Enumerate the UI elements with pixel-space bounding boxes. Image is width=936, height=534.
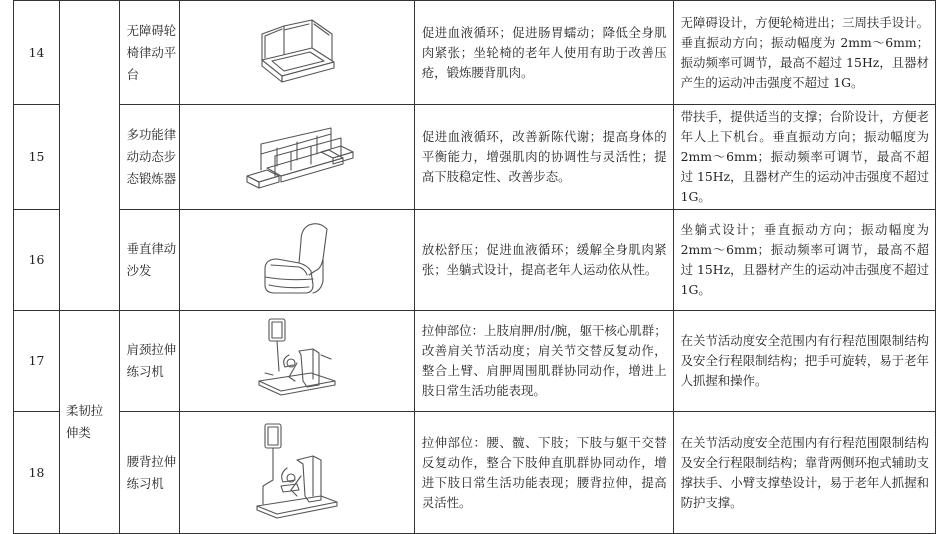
shoulder-stretch-machine-illustration-icon: [251, 315, 343, 407]
row-number: 18: [14, 412, 60, 534]
table-row: [14, 210, 936, 311]
category-cell: [60, 311, 120, 534]
image-cell: [179, 1, 414, 105]
equipment-table: [13, 0, 936, 534]
equipment-name-cell: [119, 210, 179, 311]
function-text: 拉伸部位：上肢肩胛/肘/腕，躯干核心肌群；改善肩关节活动度；肩关节交替反复动作，整合上臂、肩胛周围肌群协同动作，增进上肢日常生活功能表现。: [414, 311, 673, 412]
row-number: 16: [14, 210, 60, 311]
category-label: 柔韧拉伸类: [66, 403, 104, 440]
function-text: 促进血液循环，改善新陈代谢；提高身体的平衡能力，增强肌肉的协调性与灵活性；提高下肢稳定性、改善步态。: [414, 105, 673, 210]
table-row: [14, 105, 936, 210]
equipment-name: 肩颈拉伸练习机: [126, 342, 177, 379]
step-trainer-illustration-icon: [237, 118, 357, 196]
function-text: 促进血液循环；促进肠胃蠕动；降低全身肌肉紧张；坐轮椅的老年人使用有助于改善压疮，锻炼腰背肌肉。: [414, 1, 673, 105]
row-number: 17: [14, 311, 60, 412]
features-text: 坐躺式设计；垂直振动方向；振动幅度为 2mm～6mm；振动频率可调节，最高不超过 15Hz，且器材产生的运动冲击强度不超过 1G。: [673, 210, 935, 311]
image-cell: [179, 311, 414, 412]
equipment-name-cell: [119, 1, 179, 105]
features-text: 无障碍设计，方便轮椅进出；三周扶手设计。垂直振动方向；振动幅度为 2mm～6mm；振动频率可调节，最高不超过 15Hz，且器材产生的运动冲击强度不超过 1G。: [673, 1, 935, 105]
equipment-name: 腰背拉伸练习机: [126, 453, 177, 491]
equipment-name-cell: [119, 105, 179, 210]
table-row: [14, 311, 936, 412]
vibration-sofa-illustration-icon: [257, 219, 337, 301]
equipment-name: 垂直律动沙发: [126, 241, 177, 278]
image-cell: [179, 412, 414, 534]
image-cell: [179, 210, 414, 311]
equipment-name: 多功能律动动态步态锻炼器: [126, 127, 177, 186]
features-text: 在关节活动度安全范围内有行程范围限制结构及安全行程限制结构；靠背两侧环抱式辅助支撑扶手、小臂支撑垫设计，易于老年人抓握和防护支撑。: [673, 412, 935, 534]
equipment-name-cell: [119, 311, 179, 412]
features-text: 在关节活动度安全范围内有行程范围限制结构及安全行程限制结构；把手可旋转，易于老年人抓握和操作。: [673, 311, 935, 412]
equipment-name-cell: [119, 412, 179, 534]
row-number: 15: [14, 105, 60, 210]
function-text: 放松舒压；促进血液循环；缓解全身肌肉紧张；坐躺式设计，提高老年人运动依从性。: [414, 210, 673, 311]
function-text: 拉伸部位：腰、髋、下肢；下肢与躯干交替反复动作，整合下肢伸直肌群协同动作，增进下肢日常生活功能表现；腰背拉伸，提高灵活性。: [414, 412, 673, 534]
wheelchair-platform-illustration-icon: [254, 14, 340, 92]
table-row: [14, 412, 936, 534]
image-cell: [179, 105, 414, 210]
equipment-name: 无障碍轮椅律动平台: [126, 22, 177, 82]
back-stretch-machine-illustration-icon: [251, 420, 343, 526]
table-row: [14, 1, 936, 105]
row-number: 14: [14, 1, 60, 105]
category-cell-empty: [60, 1, 120, 311]
features-text: 带扶手，提供适当的支撑；台阶设计，方便老年人上下机台。垂直振动方向；振动幅度为 2mm～6mm；振动频率可调节，最高不超过 15Hz，且器材产生的运动冲击强度不超过 1G。: [673, 105, 935, 210]
